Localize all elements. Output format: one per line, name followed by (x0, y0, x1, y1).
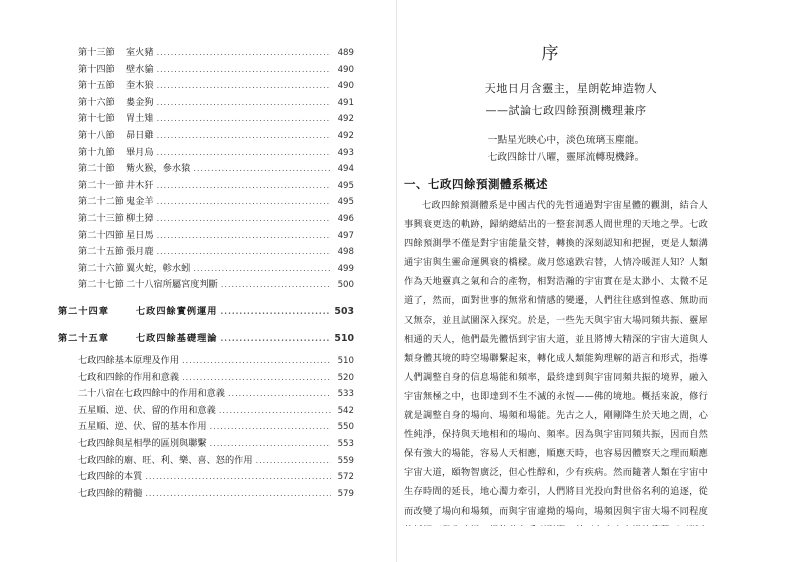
toc-topic-list (58, 352, 354, 501)
preface-body-text: 七政四餘預測體系是中國古代的先哲通過對宇宙星體的觀測，結合人事興衰更迭的軌跡，歸納總結出的一整套洞悉人間世理的天地之學。七政四餘預測學不僅是對宇宙能量交替，轉換的深刻認知和把握，更是人類溝通宇宙與生靈命運興衰的橋樑。歲月悠遠跌宕替，人情冷暖涯人知？人類作為天地靈真之氣和合的產物，相對浩瀚的宇宙實在是太渺小、太微不足道了，然而，面對世事的無常和情感的變遷，人們往往感到惶惑、無助而又無奈，並且試圖深入探究。於是，一些先天與宇宙大場同頻共振、靈犀相通的天人，他們最先體悟到宇宙大道，並且將博大精深的宇宙大道與人類身體其境的時空場聯繫起來，轉化成人類能夠理解的語言和形式，指導人們調整自身的信息場能和頻率，最終達到與宇宙同頻共振的境界，融入宇宙無極之中，也即達到不生不滅的永恆——佛的境地。概括來說，修行就是調整自身的場向、場頻和場能。先古之人，剛剛降生於天地之間，心性純淨，保持與天地相和的場向、頻率。因為與宇宙同頻共振，因而自然保有強大的場能，容易人天相應，順應天時，也容易因體察天之理而順應宇宙大道，頤物智廣泛，但心性醇和，少有疾病。然而隨著人類在宇宙中生存時間的延長，地心濁力牽引，人們將目光投向對世俗名利的追逐，從而改變了場向和場頻，而與宇宙違拗的場向，場頻因與宇宙大場不同程度 (404, 200, 708, 517)
leader-dots (145, 489, 331, 498)
section-title: 畢月烏 (126, 146, 154, 158)
page-number: 510 (334, 332, 354, 344)
section-label: 第十六節 (78, 96, 115, 108)
section-title: 婁金狗 (126, 96, 154, 108)
toc-topic-row[interactable] (58, 435, 354, 452)
page-number: 493 (337, 147, 354, 158)
poem-line-1: 一點星光映心中，淡色琉璃玉塵龍。 (487, 135, 645, 146)
leader-dots (221, 333, 332, 343)
page-number: 495 (337, 180, 354, 191)
chapter-label: 第二十五章 (58, 332, 109, 344)
toc-topic-row[interactable] (58, 485, 354, 502)
toc-section-row[interactable] (58, 127, 354, 144)
leader-dots (210, 439, 331, 448)
toc-topic-row[interactable] (58, 352, 354, 369)
section-title: 二十八宿所屬宮度判斷 (126, 279, 218, 291)
section-label: 第二十四節 (78, 229, 124, 241)
toc-topic-row[interactable] (58, 369, 354, 386)
toc-section-row[interactable] (58, 160, 354, 177)
page-number: 490 (337, 81, 354, 92)
page-number: 500 (337, 280, 354, 291)
topic-title: 五星順、逆、伏、留的基本作用 (78, 421, 207, 433)
section-label: 第十八節 (78, 129, 115, 141)
section-title: 胃土雉 (126, 113, 154, 125)
leader-dots (157, 231, 331, 240)
page-number: 491 (337, 97, 354, 108)
topic-title: 二十八宿在七政四餘中的作用和意義 (78, 388, 225, 400)
section-label: 第二十七節 (78, 279, 124, 291)
page-number: 490 (337, 64, 354, 75)
toc-section-row[interactable] (58, 276, 354, 293)
toc-section-row[interactable] (58, 193, 354, 210)
page-number: 572 (337, 472, 354, 483)
preface-poem (434, 132, 698, 166)
table-of-contents (58, 44, 354, 501)
page-number: 489 (337, 48, 354, 58)
leader-dots (221, 280, 331, 289)
leader-dots (157, 148, 331, 157)
toc-topic-row[interactable] (58, 418, 354, 435)
topic-title: 七政四餘與星相學的區別與聯繫 (78, 438, 207, 450)
chapter-title: 七政四餘基礎理論 (136, 332, 218, 344)
leader-dots (157, 114, 331, 123)
toc-topic-row[interactable] (58, 385, 354, 402)
page-number: 542 (337, 405, 354, 416)
leader-dots (193, 164, 331, 173)
page-number: 492 (337, 130, 354, 141)
toc-chapter-25[interactable] (58, 330, 354, 347)
section-label: 第二十一節 (78, 179, 124, 191)
leader-dots (145, 472, 331, 481)
section-title: 鬼金羊 (126, 196, 154, 208)
leader-dots (157, 98, 331, 107)
section-label: 第二十三節 (78, 212, 124, 224)
section-heading: 一、七政四餘預測體系概述 (404, 177, 548, 191)
toc-section-row[interactable] (58, 177, 354, 194)
topic-title: 七政四餘的廟、旺、利、樂、喜、怒的作用 (78, 454, 253, 466)
toc-topic-row[interactable] (58, 452, 354, 469)
section-title: 昴日雞 (126, 129, 154, 141)
topic-title: 五星順、逆、伏、留的作用和意義 (78, 404, 216, 416)
chapter-title: 七政四餘實例運用 (136, 305, 218, 317)
leader-dots (157, 81, 331, 90)
poem-line-2: 七政四餘廿八曜，靈犀流轉現機鋒。 (487, 152, 645, 163)
leader-dots (228, 389, 331, 398)
page-number: 494 (337, 164, 354, 175)
section-title: 室火豬 (126, 47, 154, 58)
leader-dots (157, 131, 331, 140)
leader-dots (157, 214, 331, 223)
toc-section-row[interactable] (58, 44, 354, 61)
toc-topic-row[interactable] (58, 468, 354, 485)
topic-title: 七政四餘的本質 (78, 471, 143, 483)
page-number: 497 (337, 230, 354, 241)
leader-dots (157, 48, 331, 57)
page-number: 533 (337, 389, 354, 400)
section-title: 觜火猴，參水猿 (126, 163, 191, 175)
page-number: 579 (337, 488, 354, 499)
section-label: 第二十六節 (78, 262, 124, 274)
toc-section-row[interactable] (58, 77, 354, 94)
topic-title: 七政和四餘的作用和意義 (78, 371, 180, 383)
leader-dots (193, 264, 331, 273)
page-number: 496 (337, 213, 354, 224)
preface-subtitle: 天地日月含靈主，星朗乾坤造物人 (484, 82, 658, 95)
section-title: 張月鹿 (126, 246, 154, 258)
section-label: 第二十二節 (78, 196, 124, 208)
topic-title: 七政四餘基本原理及作用 (78, 355, 180, 367)
section-label: 第十七節 (78, 113, 115, 125)
toc-chapter-24[interactable] (58, 303, 354, 320)
leader-dots (256, 456, 331, 465)
toc-section-row[interactable] (58, 260, 354, 277)
leader-dots (157, 65, 331, 74)
page-gutter (396, 0, 397, 562)
section-label: 第二十節 (78, 163, 115, 175)
page-number: 559 (337, 455, 354, 466)
page-number: 503 (334, 305, 354, 317)
page-number: 550 (337, 422, 354, 433)
toc-section-row[interactable] (58, 210, 354, 227)
preface-title: 序 (541, 44, 561, 64)
leader-dots (157, 181, 331, 190)
leader-dots (182, 373, 331, 382)
page-number: 495 (337, 197, 354, 208)
toc-section-row[interactable] (58, 61, 354, 78)
section-label: 第十九節 (78, 146, 115, 158)
section-title: 井木犴 (126, 179, 154, 191)
toc-section-row[interactable] (58, 94, 354, 111)
topic-title: 七政四餘的精髓 (78, 487, 143, 499)
page-number: 553 (337, 439, 354, 450)
chapter-label: 第二十四章 (58, 305, 109, 317)
section-title: 星日馬 (126, 229, 154, 241)
preface-subtitle-secondary: ——試論七政四餘預測機理兼序 (485, 104, 647, 117)
toc-section-row[interactable] (58, 227, 354, 244)
leader-dots (157, 197, 331, 206)
toc-section-row[interactable] (58, 144, 354, 161)
page-number: 520 (337, 372, 354, 383)
toc-section-list (58, 44, 354, 293)
leader-dots (182, 356, 331, 365)
section-title: 翼火蛇，軫水蚓 (126, 262, 191, 274)
section-label: 第十三節 (78, 47, 115, 58)
preface-page (404, 40, 708, 526)
leader-dots (157, 247, 331, 256)
toc-section-row[interactable] (58, 243, 354, 260)
leader-dots (221, 306, 332, 316)
section-label: 第二十五節 (78, 246, 124, 258)
page-number: 498 (337, 247, 354, 258)
section-label: 第十五節 (78, 80, 115, 92)
toc-section-row[interactable] (58, 110, 354, 127)
section-title: 奎木狼 (126, 80, 154, 92)
section-label: 第十四節 (78, 63, 115, 75)
page-number: 492 (337, 114, 354, 125)
page-number: 510 (337, 356, 354, 367)
page-number: 499 (337, 263, 354, 274)
leader-dots (219, 406, 331, 415)
toc-topic-row[interactable] (58, 402, 354, 419)
section-title: 柳土獐 (126, 212, 154, 224)
leader-dots (210, 422, 331, 431)
section-title: 壁水貐 (126, 63, 154, 75)
